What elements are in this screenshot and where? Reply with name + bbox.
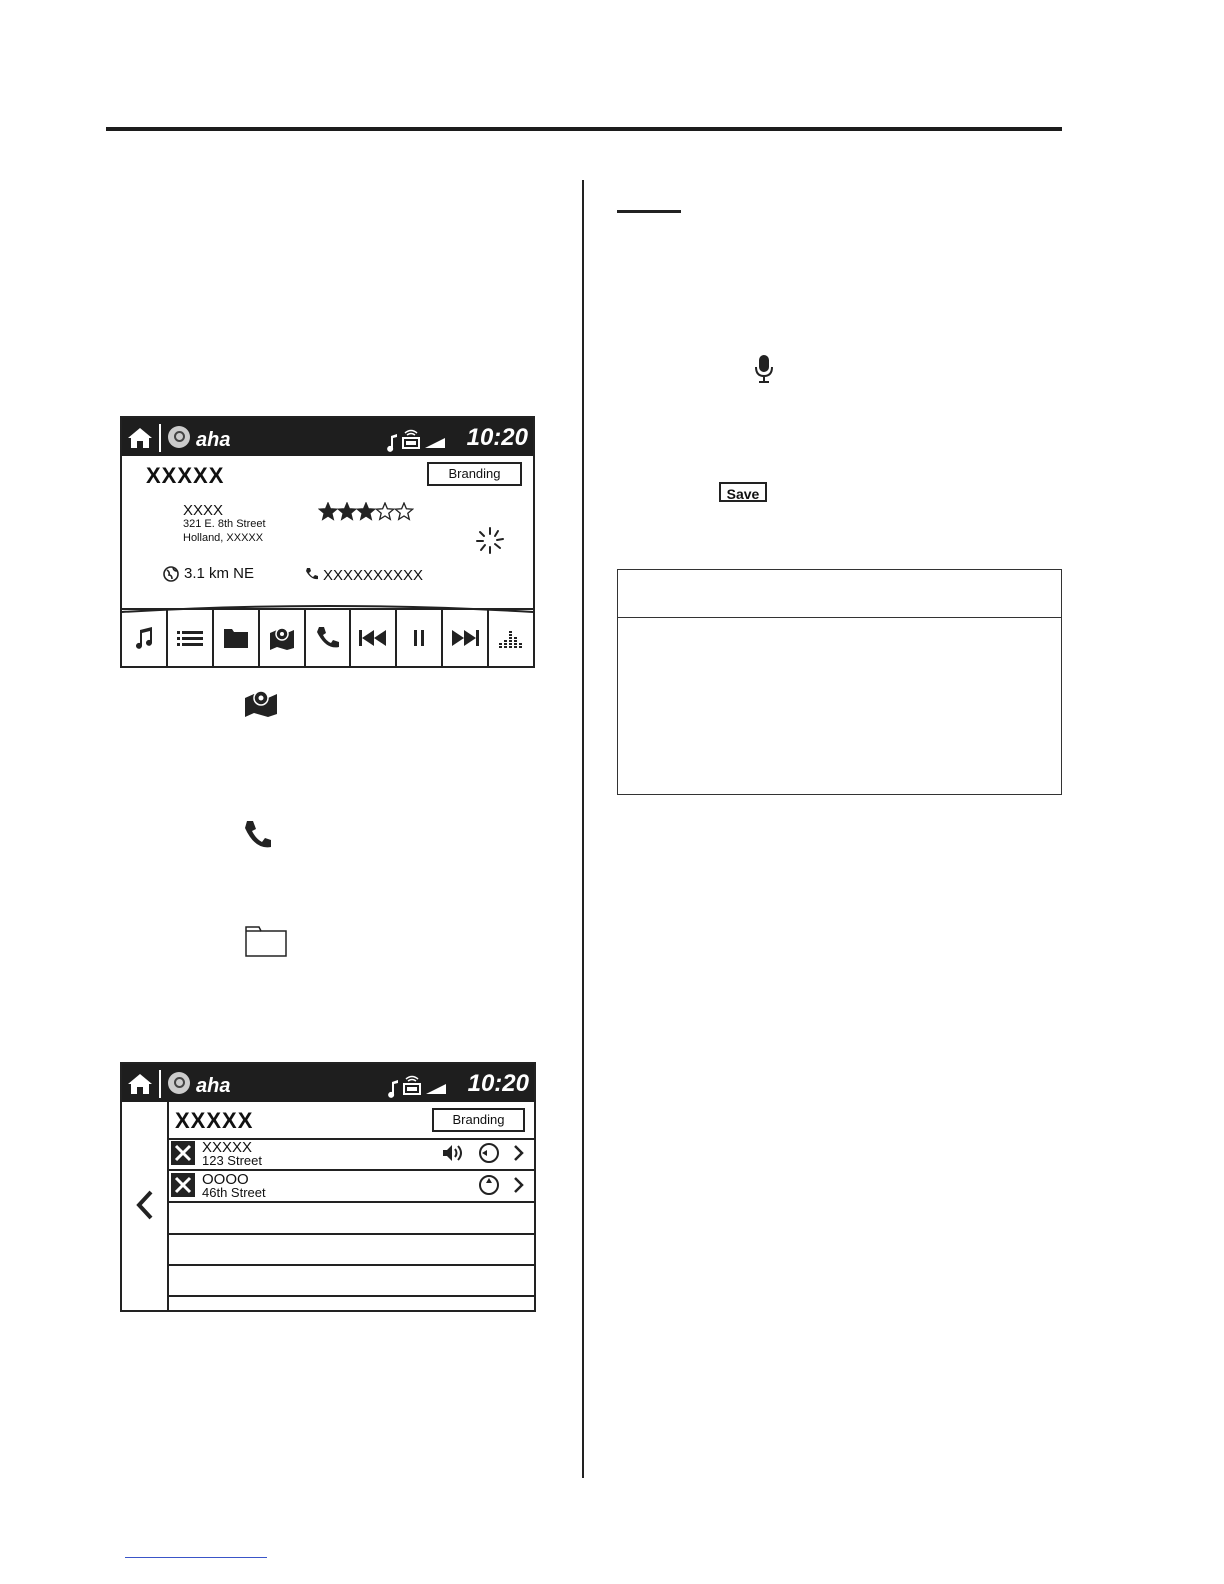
equalizer-icon bbox=[498, 627, 524, 649]
phone-icon bbox=[316, 626, 340, 650]
phone-number: XXXXXXXXXX bbox=[323, 567, 424, 584]
next-button[interactable] bbox=[443, 610, 489, 666]
pause-button[interactable] bbox=[397, 610, 443, 666]
chevron-right-icon[interactable] bbox=[513, 1144, 525, 1162]
music-note-icon bbox=[134, 626, 154, 650]
column-divider bbox=[582, 180, 584, 1478]
station-title: XXXXX bbox=[146, 463, 225, 488]
star-empty-icon bbox=[376, 503, 393, 519]
star-rating bbox=[318, 502, 414, 522]
back-panel[interactable] bbox=[122, 1102, 169, 1310]
status-icons bbox=[383, 428, 463, 452]
branding-box: Branding bbox=[427, 462, 522, 486]
folder-button[interactable] bbox=[214, 610, 260, 666]
compass-icon bbox=[478, 1142, 500, 1164]
star-filled-icon bbox=[319, 503, 336, 519]
star-filled-icon bbox=[338, 503, 355, 519]
aha-station-screen bbox=[120, 416, 535, 668]
list-item-empty[interactable] bbox=[167, 1233, 534, 1266]
status-bar bbox=[122, 418, 533, 456]
previous-button[interactable] bbox=[351, 610, 397, 666]
section-heading-rule bbox=[617, 210, 681, 213]
list-item-street: 123 Street bbox=[202, 1153, 262, 1168]
previous-icon bbox=[359, 629, 387, 647]
branding-box: Branding bbox=[432, 1108, 525, 1132]
chevron-left-icon bbox=[136, 1190, 154, 1220]
app-name: aha bbox=[196, 1075, 231, 1097]
list-button[interactable] bbox=[168, 610, 214, 666]
address-line-1: 321 E. 8th Street bbox=[183, 518, 266, 530]
map-button[interactable] bbox=[260, 610, 306, 666]
star-empty-icon bbox=[395, 503, 412, 519]
phone-small-icon bbox=[305, 567, 319, 581]
phone-icon bbox=[244, 820, 272, 850]
list-item[interactable] bbox=[167, 1170, 534, 1203]
clock: 10:20 bbox=[467, 1070, 529, 1097]
speaker-icon bbox=[442, 1144, 464, 1162]
call-button[interactable] bbox=[306, 610, 352, 666]
footer-link-underline bbox=[125, 1557, 267, 1558]
status-separator bbox=[159, 424, 161, 452]
control-bar bbox=[122, 608, 533, 666]
app-name: aha bbox=[196, 429, 231, 451]
address-line-2: Holland, XXXXX bbox=[183, 532, 264, 544]
home-icon[interactable] bbox=[127, 1073, 153, 1095]
aha-logo-icon bbox=[168, 1072, 190, 1094]
folder-icon bbox=[245, 926, 287, 957]
equalizer-button[interactable] bbox=[489, 610, 533, 666]
microphone-icon bbox=[754, 354, 774, 384]
note-box bbox=[617, 569, 1062, 795]
pause-icon bbox=[413, 630, 425, 646]
folder-icon bbox=[223, 627, 249, 649]
list-item[interactable] bbox=[167, 1138, 534, 1171]
aha-logo-icon bbox=[168, 426, 190, 448]
close-icon[interactable] bbox=[171, 1173, 195, 1197]
status-separator bbox=[159, 1070, 161, 1098]
list-item-name: OOOO bbox=[202, 1171, 249, 1188]
list-title: XXXXX bbox=[175, 1108, 254, 1133]
close-icon[interactable] bbox=[171, 1141, 195, 1165]
map-pin-icon bbox=[244, 688, 278, 718]
list-icon bbox=[177, 629, 203, 647]
next-icon bbox=[451, 629, 479, 647]
map-icon bbox=[269, 625, 295, 651]
list-item-name: XXXXX bbox=[202, 1139, 253, 1156]
page-top-rule bbox=[106, 127, 1062, 131]
clock: 10:20 bbox=[466, 424, 528, 451]
home-icon[interactable] bbox=[127, 427, 153, 449]
list-header bbox=[167, 1102, 534, 1140]
list-item-empty[interactable] bbox=[167, 1202, 534, 1235]
save-button: Save bbox=[719, 482, 767, 502]
status-bar bbox=[122, 1064, 534, 1102]
chevron-right-icon[interactable] bbox=[513, 1176, 525, 1194]
venue-name: XXXX bbox=[183, 502, 224, 519]
list-item-empty[interactable] bbox=[167, 1264, 534, 1297]
note-box-header bbox=[618, 570, 1061, 618]
distance-text: 3.1 km NE bbox=[184, 565, 255, 582]
compass-icon bbox=[478, 1174, 500, 1196]
list-item-street: 46th Street bbox=[202, 1185, 266, 1200]
aha-list-screen bbox=[120, 1062, 536, 1312]
globe-icon bbox=[163, 566, 179, 582]
loading-spinner-icon bbox=[474, 526, 506, 556]
music-button[interactable] bbox=[122, 610, 168, 666]
star-filled-icon bbox=[357, 503, 374, 519]
status-icons bbox=[384, 1074, 464, 1098]
